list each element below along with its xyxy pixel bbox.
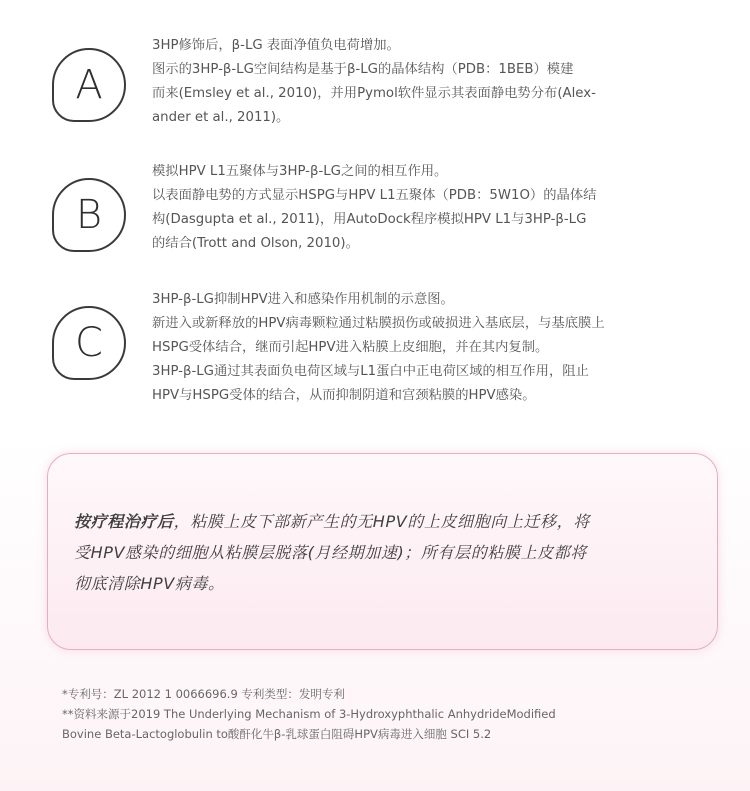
- footnote-source-2: Bovine Beta-Lactoglobulin to酸酐化牛β-乳球蛋白阻碍HPV病毒进入细胞 SCI 5.2: [62, 727, 492, 741]
- badge-b-letter: B: [75, 192, 103, 238]
- footnote-patent: *专利号：ZL 2012 1 0066696.9 专利类型：发明专利: [62, 687, 345, 701]
- section-c-line-2: 新进入或新释放的HPV病毒颗粒通过粘膜损伤或破损进入基底层，与基底膜上: [152, 316, 605, 331]
- section-b-text: [152, 160, 712, 256]
- section-a-text: [152, 34, 712, 130]
- footnote-source-1: **资料来源于2019 The Underlying Mechanism of 3-Hydroxyphthalic AnhydrideModified: [62, 707, 556, 721]
- section-a-line-2: 图示的3HP-β-LG空间结构是基于β-LG的晶体结构（PDB：1BEB）模建: [152, 62, 574, 77]
- section-c-text: [152, 288, 712, 408]
- section-b-line-4: 的结合(Trott and Olson, 2010)。: [152, 236, 359, 251]
- badge-a-letter: A: [75, 62, 103, 108]
- badge-c-letter: C: [75, 320, 103, 366]
- badge-b: [52, 178, 126, 252]
- badge-c: [52, 306, 126, 380]
- section-c-line-4: 3HP-β-LG通过其表面负电荷区域与L1蛋白中正电荷区域的相互作用，阻止: [152, 364, 589, 379]
- section-a-line-4: ander et al., 2011)。: [152, 110, 290, 125]
- section-a-line-1: 3HP修饰后，β-LG 表面净值负电荷增加。: [152, 38, 400, 53]
- badge-a: [52, 48, 126, 122]
- section-b-line-3: 构(Dasgupta et al., 2011)，用AutoDock程序模拟HPV L1与3HP-β-LG: [152, 212, 587, 227]
- treatment-note-emphasis: 按疗程治疗后: [74, 512, 174, 531]
- footnotes: [62, 684, 722, 744]
- section-c-line-3: HSPG受体结合，继而引起HPV进入粘膜上皮细胞，并在其内复制。: [152, 340, 549, 355]
- section-a-line-3: 而来(Emsley et al., 2010)，并用Pymol软件显示其表面静电势分布(Alex-: [152, 86, 596, 101]
- section-b-line-2: 以表面静电势的方式显示HSPG与HPV L1五聚体（PDB：5W1O）的晶体结: [152, 188, 597, 203]
- treatment-note-line-1: ，粘膜上皮下部新产生的无HPV的上皮细胞向上迁移，将: [173, 512, 590, 531]
- treatment-note-line-2: 受HPV感染的细胞从粘膜层脱落(月经期加速)；所有层的粘膜上皮都将: [74, 543, 587, 562]
- section-c-line-1: 3HP-β-LG抑制HPV进入和感染作用机制的示意图。: [152, 292, 454, 307]
- section-b-line-1: 模拟HPV L1五聚体与3HP-β-LG之间的相互作用。: [152, 164, 448, 179]
- treatment-note-box: [47, 453, 718, 650]
- treatment-note-line-3: 彻底清除HPV病毒。: [74, 574, 225, 593]
- section-c-line-5: HPV与HSPG受体的结合，从而抑制阴道和宫颈粘膜的HPV感染。: [152, 388, 536, 403]
- treatment-note-text: [74, 506, 699, 599]
